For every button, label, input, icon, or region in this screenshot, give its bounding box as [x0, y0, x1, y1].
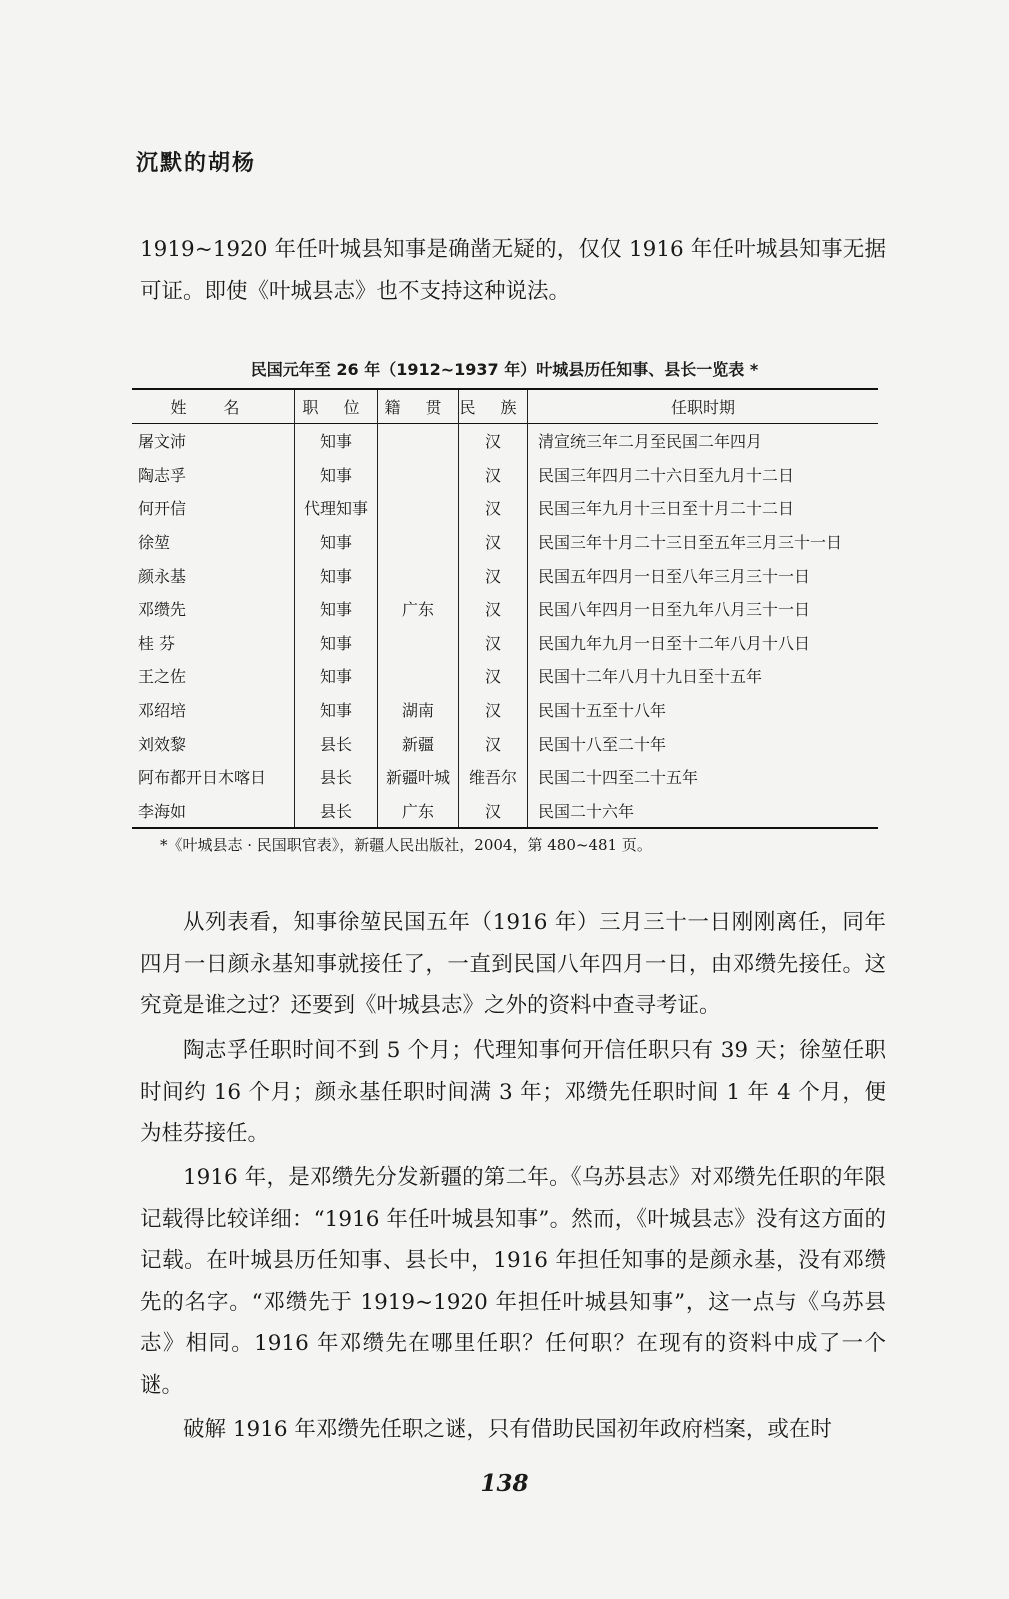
cell-name: 李海如 — [138, 801, 187, 821]
header-ethnicity: 民 族 — [459, 389, 528, 424]
cell-ethnicity: 汉 — [459, 693, 528, 727]
table-note: *《叶城县志 · 民国职官表》，新疆人民出版社，2004，第 480~481 页。 — [160, 836, 652, 854]
cell-ethnicity: 汉 — [459, 424, 528, 458]
cell-term: 民国十二年八月十九日至十五年 — [528, 659, 879, 693]
cell-position: 县长 — [295, 726, 378, 760]
cell-origin — [378, 491, 459, 525]
table-row — [132, 659, 878, 693]
table-row — [132, 794, 878, 829]
cell-origin: 广东 — [378, 794, 459, 829]
cell-ethnicity: 汉 — [459, 525, 528, 559]
cell-term: 民国二十四至二十五年 — [528, 760, 879, 794]
cell-origin — [378, 626, 459, 660]
table-row — [132, 458, 878, 492]
cell-name: 邓缵先 — [138, 600, 187, 620]
cell-name: 阿布都开日木喀日 — [138, 768, 267, 788]
cell-origin: 广东 — [378, 592, 459, 626]
table-header-row — [132, 389, 878, 424]
cell-term: 民国三年四月二十六日至九月十二日 — [528, 458, 879, 492]
cell-term: 民国三年九月十三日至十月二十二日 — [528, 491, 879, 525]
cell-position: 知事 — [295, 525, 378, 559]
intro-paragraph: 1919~1920 年任叶城县知事是确凿无疑的，仅仅 1916 年任叶城县知事无据可证。即使《叶城县志》也不支持这种说法。 — [140, 237, 886, 304]
table-title: 民国元年至 26 年（1912~1937 年）叶城县历任知事、县长一览表 * — [250, 360, 759, 379]
table-row — [132, 726, 878, 760]
header-term: 任职时期 — [528, 389, 879, 424]
cell-origin: 新疆 — [378, 726, 459, 760]
body-paragraph-4: 破解 1916 年邓缵先任职之谜，只有借助民国初年政府档案，或在时 — [183, 1417, 832, 1442]
cell-name: 颜永基 — [138, 566, 187, 586]
cell-term: 民国八年四月一日至九年八月三十一日 — [528, 592, 879, 626]
cell-ethnicity: 汉 — [459, 458, 528, 492]
cell-ethnicity: 汉 — [459, 794, 528, 829]
cell-name: 徐堃 — [138, 533, 171, 553]
cell-ethnicity: 汉 — [459, 726, 528, 760]
page-number: 138 — [480, 1470, 529, 1497]
table-row — [132, 424, 878, 458]
cell-position: 知事 — [295, 558, 378, 592]
cell-term: 民国二十六年 — [528, 794, 879, 829]
cell-term: 民国三年十月二十三日至五年三月三十一日 — [528, 525, 879, 559]
cell-term: 民国十五至十八年 — [528, 693, 879, 727]
body-paragraph-2: 陶志孚任职时间不到 5 个月；代理知事何开信任职只有 39 天；徐堃任职时间约 16 个月；颜永基任职时间满 3 年；邓缵先任职时间 1 年 4 个月，便为桂芬接任。 — [140, 1038, 886, 1146]
cell-origin — [378, 424, 459, 458]
table-row — [132, 760, 878, 794]
cell-ethnicity: 汉 — [459, 558, 528, 592]
header-position: 职 位 — [295, 389, 378, 424]
body-paragraph-1: 从列表看，知事徐堃民国五年（1916 年）三月三十一日刚刚离任，同年四月一日颜永基知事就接任了，一直到民国八年四月一日，由邓缵先接任。这究竟是谁之过？还要到《叶城县志》之外的资料中查寻考证。 — [140, 910, 886, 1018]
cell-ethnicity: 维吾尔 — [459, 760, 528, 794]
cell-origin — [378, 659, 459, 693]
cell-position: 知事 — [295, 693, 378, 727]
running-head: 沉默的胡杨 — [136, 151, 257, 176]
cell-position: 知事 — [295, 424, 378, 458]
cell-origin — [378, 458, 459, 492]
cell-position: 知事 — [295, 458, 378, 492]
cell-ethnicity: 汉 — [459, 659, 528, 693]
cell-origin — [378, 525, 459, 559]
cell-name: 屠文沛 — [138, 432, 187, 452]
cell-ethnicity: 汉 — [459, 491, 528, 525]
cell-term: 民国九年九月一日至十二年八月十八日 — [528, 626, 879, 660]
cell-name: 邓绍培 — [138, 701, 187, 721]
cell-position: 知事 — [295, 626, 378, 660]
cell-position: 代理知事 — [295, 491, 378, 525]
cell-position: 知事 — [295, 592, 378, 626]
table-row — [132, 592, 878, 626]
cell-name: 陶志孚 — [138, 465, 187, 485]
cell-origin: 新疆叶城 — [378, 760, 459, 794]
cell-position: 县长 — [295, 760, 378, 794]
cell-name: 何开信 — [138, 499, 187, 519]
cell-origin: 湖南 — [378, 693, 459, 727]
cell-term: 民国五年四月一日至八年三月三十一日 — [528, 558, 879, 592]
cell-name: 桂 芬 — [138, 633, 176, 653]
cell-term: 清宣统三年二月至民国二年四月 — [528, 424, 879, 458]
header-origin: 籍 贯 — [378, 389, 459, 424]
table-row — [132, 626, 878, 660]
officials-table — [132, 388, 878, 829]
table-row — [132, 491, 878, 525]
cell-name: 刘效黎 — [138, 734, 187, 754]
cell-ethnicity: 汉 — [459, 626, 528, 660]
header-name: 姓 名 — [170, 398, 256, 417]
cell-origin — [378, 558, 459, 592]
cell-ethnicity: 汉 — [459, 592, 528, 626]
table-row — [132, 525, 878, 559]
cell-position: 县长 — [295, 794, 378, 829]
cell-position: 知事 — [295, 659, 378, 693]
cell-name: 王之佐 — [138, 667, 187, 687]
table-row — [132, 693, 878, 727]
body-paragraph-3: 1916 年，是邓缵先分发新疆的第二年。《乌苏县志》对邓缵先任职的年限记载得比较详细：“1916 年任叶城县知事”。然而，《叶城县志》没有这方面的记载。在叶城县历任知事、县长中，1916 年担任知事的是颜永基，没有邓缵先的名字。“邓缵先于 1919~1920 年担任叶城县知事”，这一点与《乌苏县志》相同。1916 年邓缵先在哪里任职？任何职？在现有的资料中成了一个谜。 — [140, 1165, 886, 1398]
table-row — [132, 558, 878, 592]
cell-term: 民国十八至二十年 — [528, 726, 879, 760]
